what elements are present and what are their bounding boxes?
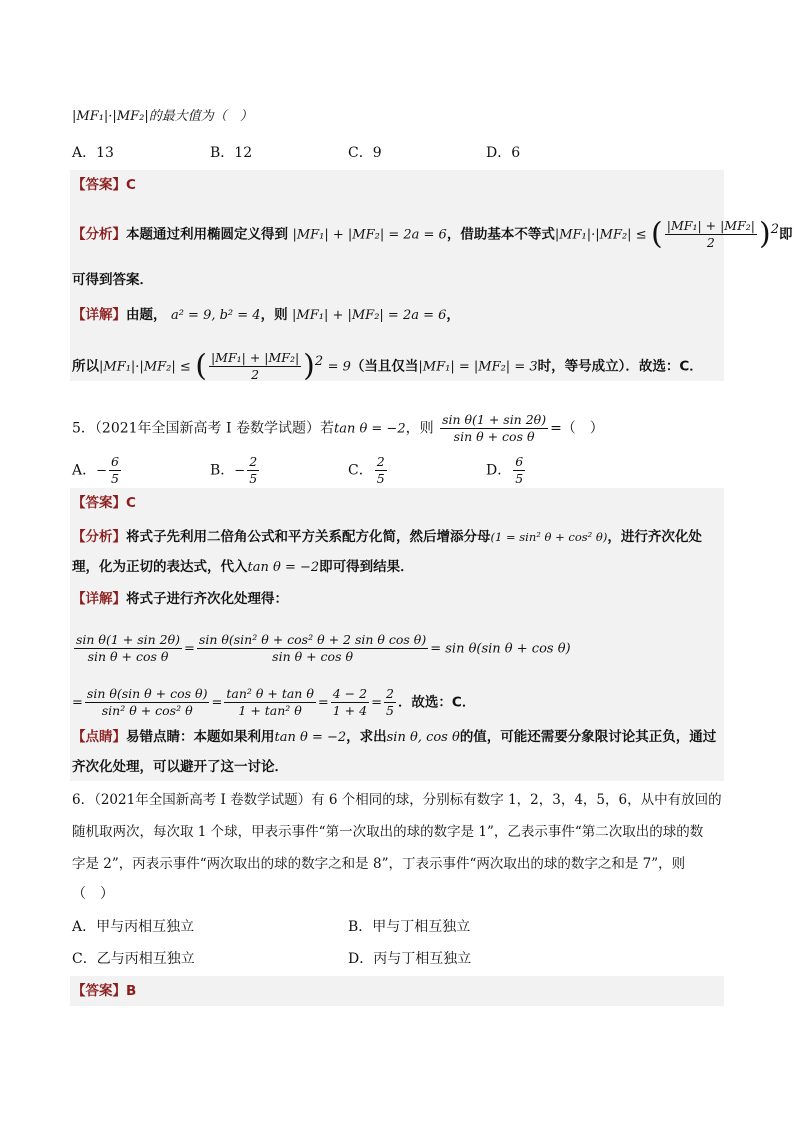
q6-answer — [72, 981, 136, 1001]
math-expression: a² = 9, b² = 4 — [170, 308, 261, 323]
analysis-text: 即 — [779, 226, 793, 243]
fraction-numerator: 4 − 2 — [332, 686, 368, 701]
q5-note — [72, 727, 716, 748]
math-expression: sin θ, cos θ — [386, 730, 460, 745]
option-letter: C． — [348, 462, 373, 479]
q4-stem-text: |MF₁|·|MF₂|的最大值为（ ） — [72, 109, 253, 124]
analysis-text: 将式子先利用二倍角公式和平方关系配方化简，然后增添分母 — [126, 529, 491, 545]
fraction-denominator: 5 — [515, 471, 524, 486]
fraction-denominator: sin² θ + cos² θ — [85, 702, 210, 719]
q5-stem-text: 5．（2021年全国新高考 I 卷数学试题）若 — [72, 420, 334, 437]
detail-text: 由题， — [126, 307, 167, 323]
analysis-text: 本题通过利用椭圆定义得到 — [126, 226, 288, 243]
detail-text: 时，等号成立）．故选：C． — [537, 358, 703, 375]
q5-stem-text: ，则 — [405, 420, 434, 437]
fraction — [665, 218, 757, 251]
fraction-numerator: 2 — [376, 454, 385, 469]
q6-option-b: B．甲与丁相互独立 — [348, 919, 471, 935]
q5-stem — [72, 412, 604, 445]
fraction-numerator: 6 — [111, 454, 119, 469]
equals-sign: = — [211, 695, 223, 711]
q5-equation-2 — [72, 686, 475, 719]
fraction-numerator: sin θ(sin θ + cos θ) — [86, 686, 208, 701]
fraction-denominator: 5 — [376, 471, 385, 486]
q4-option-a: A．13 — [72, 145, 114, 161]
fraction-denominator: 5 — [111, 471, 119, 486]
fraction-numerator: 2 — [385, 686, 394, 701]
analysis-text: 理，化为正切的表达式，代入 — [72, 559, 248, 575]
fraction — [197, 632, 428, 665]
paren: ( — [195, 348, 207, 384]
fraction-denominator: 5 — [385, 703, 394, 718]
q4-analysis — [72, 218, 793, 251]
fraction-denominator: 1 + tan² θ — [224, 702, 315, 719]
q4-analysis-cont — [72, 270, 153, 290]
q5-detail — [72, 589, 288, 609]
answer-label: 【答案】 — [72, 177, 126, 193]
fraction-numerator: 6 — [515, 454, 524, 469]
q4-detail-2 — [72, 350, 703, 383]
q6-option-c: C．乙与丙相互独立 — [72, 951, 195, 967]
option-sign: − — [234, 463, 246, 479]
q6-stem-line-3: 字是 2”，丙表示事件“两次取出的球的数字之和是 8”，丁表示事件“两次取出的球的数字之和是 7”，则 — [72, 856, 686, 872]
fraction — [85, 686, 210, 719]
fraction-denominator: 2 — [209, 366, 301, 383]
equals-sign: = — [371, 695, 382, 711]
math-expression: tan θ = −2 — [274, 730, 347, 745]
answer-value: C — [126, 495, 136, 511]
answer-label: 【答案】 — [72, 495, 126, 511]
q6-stem-line-4: （ ） — [72, 886, 114, 902]
math-expression: (1 = sin² θ + cos² θ) — [490, 530, 608, 544]
q6-stem-line-1: 6．（2021年全国新高考 I 卷数学试题）有 6 个相同的球，分别标有数字 1，2，3，4，5，6，从中有放回的 — [72, 792, 722, 808]
q5-analysis-cont — [72, 557, 414, 578]
note-text: 齐次化处理，可以避开了这一讨论． — [72, 759, 288, 775]
option-letter: A． — [72, 462, 97, 479]
fraction-numerator: sin θ(sin² θ + cos² θ + 2 sin θ cos θ) — [198, 632, 427, 647]
math-expression: = sin θ(sin θ + cos θ) — [430, 641, 571, 657]
fraction — [109, 454, 121, 487]
fraction-denominator: 2 — [665, 234, 757, 251]
analysis-text: 可得到答案． — [72, 272, 153, 288]
fraction-denominator: 5 — [249, 471, 258, 486]
q4-option-d: D．6 — [486, 145, 521, 161]
detail-text: 将式子进行齐次化处理得： — [126, 591, 288, 607]
q6-option-d: D．丙与丁相互独立 — [348, 951, 472, 967]
fraction-denominator: sin θ + cos θ — [197, 648, 428, 665]
equals-sign: = — [184, 641, 195, 657]
option-sign: − — [96, 463, 108, 479]
q5-option-a — [72, 454, 123, 487]
option-letter: B． — [210, 462, 235, 479]
math-expression: |MF₁| = |MF₂| = 3 — [418, 359, 538, 375]
fraction — [247, 454, 259, 487]
q4-stem — [72, 106, 253, 127]
q5-answer — [72, 493, 136, 513]
analysis-label: 【分析】 — [72, 529, 126, 545]
fraction-numerator: |MF₁| + |MF₂| — [210, 350, 300, 365]
option-letter: D． — [486, 462, 512, 479]
math-expression: |MF₁| + |MF₂| = 2a = 6 — [292, 308, 447, 323]
note-text: ，求出 — [346, 729, 387, 745]
equals-sign: = — [72, 695, 83, 711]
fraction-numerator: sin θ(1 + sin 2θ) — [442, 412, 547, 427]
square-exponent: 2 — [770, 221, 779, 237]
fraction — [440, 412, 548, 445]
fraction-numerator: 2 — [249, 454, 258, 469]
detail-text: ， — [446, 307, 460, 323]
analysis-text: 即可得到结果． — [319, 559, 414, 575]
equals-sign: = — [317, 695, 329, 711]
fraction — [513, 454, 525, 487]
q4-option-c: C．9 — [348, 145, 382, 161]
detail-text: （当且仅当 — [350, 358, 419, 375]
fraction — [224, 686, 315, 719]
detail-label: 【详解】 — [72, 591, 126, 607]
fraction — [375, 454, 387, 487]
q4-detail — [72, 305, 460, 326]
q5-equation-1 — [72, 632, 571, 665]
paren: ) — [759, 216, 771, 252]
q5-note-cont — [72, 757, 288, 777]
note-label: 【点睛】 — [72, 729, 126, 745]
fraction-numerator: sin θ(1 + sin 2θ) — [76, 632, 181, 647]
fraction — [331, 686, 369, 719]
q5-option-b — [210, 454, 261, 487]
analysis-text: ，进行齐次化处 — [607, 529, 702, 545]
detail-text: ．故选：C． — [397, 694, 476, 711]
analysis-label: 【分析】 — [72, 226, 126, 243]
note-text: 易错点睛：本题如果利用 — [126, 729, 275, 745]
detail-text: 所以 — [72, 358, 99, 375]
fraction-denominator: sin θ + cos θ — [440, 428, 548, 445]
math-expression: |MF₁|·|MF₂| ≤ — [99, 359, 191, 375]
answer-value: C — [126, 177, 136, 193]
answer-value: B — [126, 983, 137, 999]
answer-label: 【答案】 — [72, 983, 126, 999]
fraction — [74, 632, 182, 665]
math-expression: = 9 — [327, 359, 351, 375]
note-text: 的值，可能还需要分象限讨论其正负，通过 — [459, 729, 717, 745]
math-expression: tan θ = −2 — [333, 421, 406, 437]
q4-option-b: B．12 — [210, 145, 253, 161]
q5-stem-text: =（ ） — [550, 420, 604, 437]
math-expression: tan θ = −2 — [247, 560, 320, 575]
q5-option-d — [486, 454, 527, 487]
fraction-denominator: 1 + 4 — [332, 703, 368, 718]
q6-stem-line-2: 随机取两次，每次取 1 个球，甲表示事件“第一次取出的球的数字是 1”，乙表示事件“第二次取出的球的数 — [72, 824, 704, 840]
q4-answer — [72, 175, 136, 195]
fraction-numerator: |MF₁| + |MF₂| — [666, 218, 755, 233]
detail-label: 【详解】 — [72, 307, 126, 323]
square-exponent: 2 — [314, 353, 324, 369]
fraction-numerator: tan² θ + tan θ — [226, 686, 314, 701]
q6-option-a: A．甲与丙相互独立 — [72, 919, 195, 935]
math-expression: |MF₁| + |MF₂| = 2a = 6 — [292, 227, 447, 243]
math-expression: |MF₁|·|MF₂| ≤ — [554, 227, 647, 243]
detail-text: ，则 — [260, 307, 288, 323]
paren: ( — [651, 216, 663, 252]
paren: ) — [303, 348, 315, 384]
q6-solution-band — [70, 976, 724, 1006]
q5-option-c — [348, 454, 389, 487]
fraction — [384, 686, 396, 719]
analysis-text: ，借助基本不等式 — [446, 226, 555, 243]
fraction-denominator: sin θ + cos θ — [74, 648, 182, 665]
q5-analysis — [72, 527, 702, 547]
fraction — [209, 350, 301, 383]
